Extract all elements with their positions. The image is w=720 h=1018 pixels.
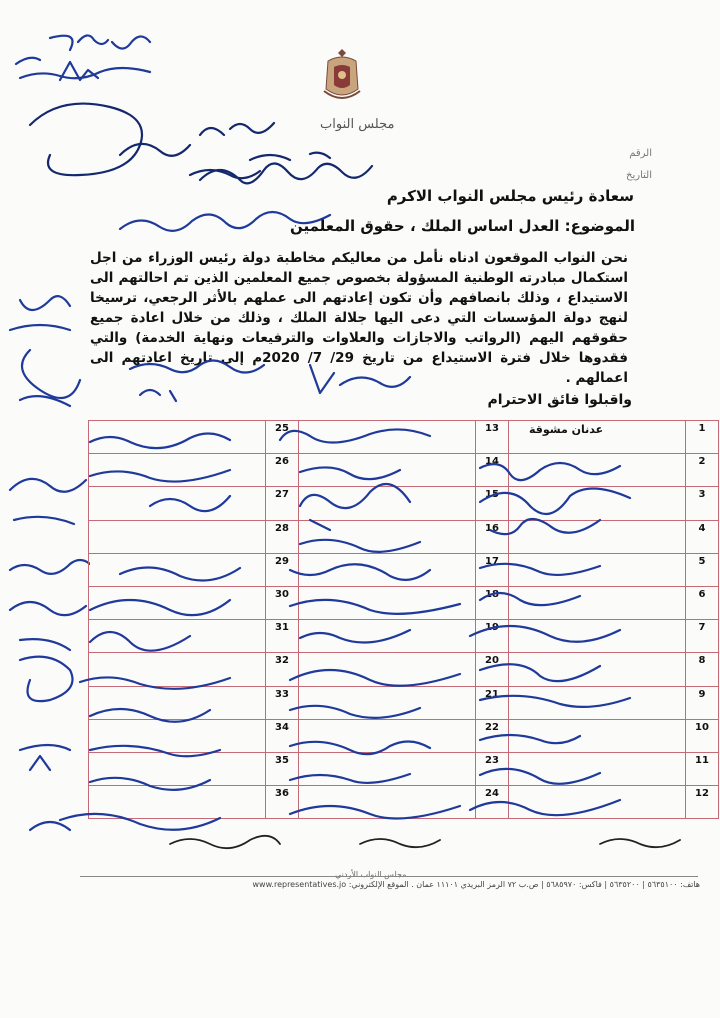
row-number: 11: [695, 754, 709, 766]
row-number: 34: [275, 721, 289, 733]
row-number: 9: [698, 688, 706, 700]
row-number: 1: [698, 423, 706, 434]
row-number: 8: [698, 655, 706, 667]
row-number-cell: [686, 553, 719, 586]
row-number: 3: [698, 489, 706, 501]
row-number-cell: [686, 653, 719, 686]
row-number: 10: [695, 721, 709, 733]
row-number-cell: [686, 520, 719, 553]
typed-member-name: عدنان مشوقة: [529, 423, 604, 436]
letter-body: نحن النواب الموقعون ادناه نأمل من معاليكم مخاطبة دولة رئيس الوزراء من اجل استكمال مبادرته الوطنية المسؤولة بخصوص جميع المعلمين الذين تم احالتهم الى الاستيداع ، وذلك بانصافهم وأن تكون إعادتهم الى عملهم بالأثر الرجعي، ترسيخا لنهج دولة المؤسسات التي دعى اليها جلالة الملك ، وذلك من خلال اعادة جميع حقوقهم اليهم (الرواتب والاجازات والعلاوات والترفيعات ونهاية الخدمة) والتي فقدوها خلال فترة الاستيداع من تاريخ 29/ 7/ 2020م إلى تاريخ اعادتهم الى اعمالهم .: [90, 250, 628, 386]
row-number: 32: [275, 655, 289, 667]
row-number: 20: [485, 655, 499, 667]
row-number: 27: [275, 489, 289, 501]
handwritten-signature-dr-abeed: [190, 140, 390, 200]
jordan-coat-of-arms-icon: [320, 45, 364, 105]
row-number-cell: [686, 620, 719, 653]
row-number: 35: [275, 754, 289, 766]
row-number: 2: [698, 456, 706, 468]
reference-number-label: الرقم: [629, 148, 652, 159]
row-number: 14: [485, 456, 499, 468]
row-number: 21: [485, 688, 499, 700]
row-number: 13: [485, 423, 499, 434]
row-number-cell: [686, 454, 719, 487]
signatures-column-middle: [270, 420, 490, 840]
signatures-column-right: [460, 450, 660, 830]
row-number-cell: [686, 786, 719, 819]
letter-closing: واقبلوا فائق الاحترام: [487, 392, 632, 408]
letter-addressee: سعادة رئيس مجلس النواب الاكرم: [386, 187, 634, 205]
row-number: 18: [485, 588, 499, 600]
row-number: 26: [275, 456, 289, 468]
row-number: 5: [698, 555, 706, 567]
signature-cell: [509, 421, 686, 454]
signatures-column-left: [50, 420, 270, 850]
date-label: التاريخ: [626, 170, 652, 181]
row-number: 25: [275, 423, 289, 434]
footer-emblem-text: مجلس النواب الأردني: [335, 870, 407, 879]
row-number-cell: [686, 487, 719, 520]
row-number: 30: [275, 588, 289, 600]
row-number: 22: [485, 721, 499, 733]
row-number-cell: [686, 686, 719, 719]
row-number: 29: [275, 555, 289, 567]
row-number: 33: [275, 688, 289, 700]
handwritten-signature-above-table: [120, 355, 420, 410]
row-number: 31: [275, 622, 289, 634]
row-number: 15: [485, 489, 499, 501]
row-number: 17: [485, 555, 499, 567]
row-number: 28: [275, 522, 289, 534]
row-number: 36: [275, 788, 289, 800]
row-number: 24: [485, 788, 499, 800]
footer-divider: [80, 876, 698, 877]
row-number-cell: [686, 421, 719, 454]
row-number: 19: [485, 622, 499, 634]
row-number: 12: [695, 788, 709, 800]
row-number-cell: [686, 719, 719, 752]
handwritten-annotation-top-left: [0, 20, 170, 100]
row-number: 23: [485, 754, 499, 766]
row-number: 16: [485, 522, 499, 534]
row-number: 6: [698, 588, 706, 600]
row-number-cell: [686, 586, 719, 619]
row-number: 7: [698, 622, 706, 634]
footer-contact-info: هاتف: ٥٦٣٥١٠٠ | ٥٦٣٥٢٠٠ | فاكس: ٥٦٨٥٩٧٠ | ص.ب ٧٢ الرمز البريدي ١١١٠١ عمان . الموقع الإلكتروني: www.representatives.jo: [252, 880, 700, 889]
row-number: 4: [698, 522, 706, 534]
letter-subject: الموضوع: العدل اساس الملك ، حقوق المعلمين: [290, 217, 635, 235]
row-number-cell: [686, 752, 719, 785]
council-name: مجلس النواب: [320, 117, 395, 132]
signatures-below-table: [160, 824, 700, 864]
